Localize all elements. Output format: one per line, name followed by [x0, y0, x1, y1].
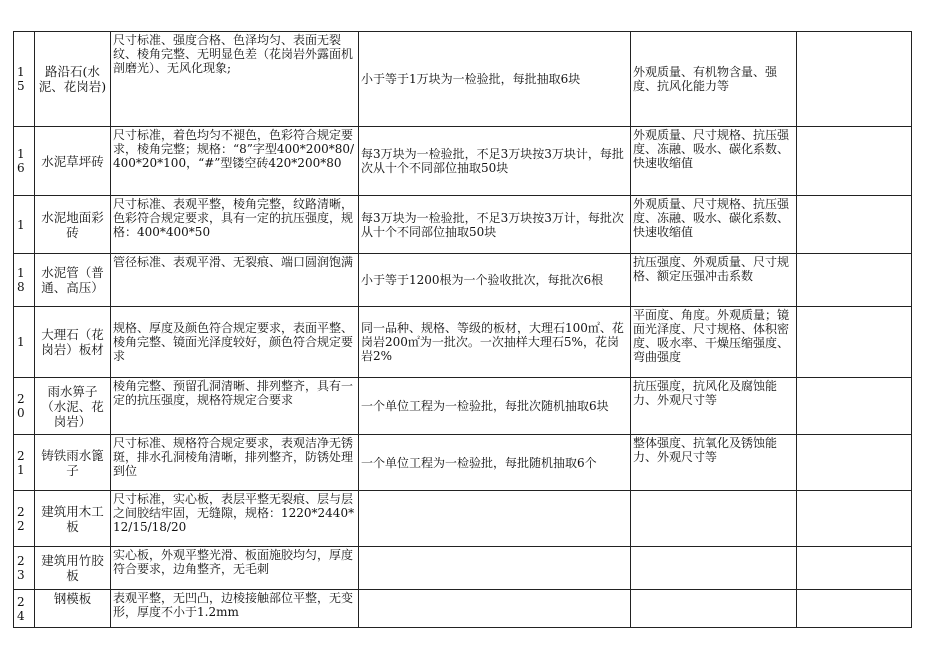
remark [797, 547, 912, 590]
row-number: 1 [14, 196, 35, 254]
table-row [14, 590, 912, 628]
material-name: 雨水箅子（水泥、花岗岩） [35, 378, 111, 435]
material-name: 建筑用木工板 [35, 491, 111, 547]
test-items [631, 491, 797, 547]
material-name: 建筑用竹胶板 [35, 547, 111, 590]
sampling-rule: 一个单位工程为一检验批，每批次随机抽取6块 [359, 378, 631, 435]
sampling-rule [359, 491, 631, 547]
table-row [14, 547, 912, 590]
row-number: 20 [14, 378, 35, 435]
quality-requirements: 尺寸标准、表观平整，棱角完整，纹路清晰，色彩符合规定要求，具有一定的抗压强度，规格：400*400*50 [111, 196, 359, 254]
remark [797, 127, 912, 196]
quality-requirements: 规格、厚度及颜色符合规定要求，表面平整、棱角完整、镜面光泽度较好，颜色符合规定要求 [111, 307, 359, 378]
test-items: 整体强度、抗氧化及锈蚀能力、外观尺寸等 [631, 435, 797, 491]
material-name: 路沿石(水泥、花岗岩) [35, 32, 111, 127]
test-items: 外观质量、有机物含量、强度、抗风化能力等 [631, 32, 797, 127]
table-row [14, 32, 912, 127]
table-row [14, 127, 912, 196]
quality-requirements: 管径标准、表观平滑、无裂痕、端口圆润饱满 [111, 254, 359, 307]
test-items: 平面度、角度。外观质量；镜面光泽度、尺寸规格、体积密度、吸水率、干燥压缩强度、弯曲强度 [631, 307, 797, 378]
quality-requirements: 实心板，外观平整光滑、板面施胶均匀，厚度符合要求，边角整齐，无毛刺 [111, 547, 359, 590]
materials-table-body [14, 32, 912, 628]
remark [797, 435, 912, 491]
test-items [631, 547, 797, 590]
quality-requirements: 尺寸标准、规格符合规定要求，表观洁净无锈斑，排水孔洞棱角清晰，排列整齐，防锈处理到位 [111, 435, 359, 491]
row-number: 15 [14, 32, 35, 127]
remark [797, 491, 912, 547]
table-row [14, 196, 912, 254]
remark [797, 307, 912, 378]
sampling-rule [359, 590, 631, 628]
row-number: 21 [14, 435, 35, 491]
row-number: 23 [14, 547, 35, 590]
row-number: 16 [14, 127, 35, 196]
row-number: 22 [14, 491, 35, 547]
table-row [14, 254, 912, 307]
remark [797, 196, 912, 254]
quality-requirements: 棱角完整、预留孔洞清晰、排列整齐，具有一定的抗压强度，规格符规定合要求 [111, 378, 359, 435]
material-name: 铸铁雨水篦子 [35, 435, 111, 491]
sampling-rule: 同一品种、规格、等级的板材，大理石100㎡、花岗岩200㎡为一批次。一次抽样大理石5%，花岗岩2% [359, 307, 631, 378]
quality-requirements: 尺寸标准、强度合格、色泽均匀、表面无裂纹、棱角完整、无明显色差（花岗岩外露面机剖磨光）、无风化现象; [111, 32, 359, 127]
material-name: 水泥管（普通、高压） [35, 254, 111, 307]
material-name: 水泥草坪砖 [35, 127, 111, 196]
row-number: 1 [14, 307, 35, 378]
material-name: 水泥地面彩砖 [35, 196, 111, 254]
quality-requirements: 表观平整，无凹凸，边棱接触部位平整，无变形，厚度不小于1.2mm [111, 590, 359, 628]
table-row [14, 378, 912, 435]
sampling-rule: 小于等于1200根为一个验收批次，每批次6根 [359, 254, 631, 307]
table-row [14, 307, 912, 378]
sampling-rule: 每3万块为一检验批，不足3万块按3万计，每批次从十个不同部位抽取50块 [359, 196, 631, 254]
test-items: 外观质量、尺寸规格、抗压强度、冻融、吸水、碳化系数、快速收缩值 [631, 196, 797, 254]
sampling-rule: 小于等于1万块为一检验批，每批抽取6块 [359, 32, 631, 127]
table-row [14, 435, 912, 491]
row-number: 24 [14, 590, 35, 628]
material-name: 大理石（花岗岩）板材 [35, 307, 111, 378]
remark [797, 590, 912, 628]
material-name: 钢模板 [35, 590, 111, 628]
remark [797, 254, 912, 307]
materials-table [13, 31, 912, 628]
quality-requirements: 尺寸标准，着色均匀不褪色，色彩符合规定要求，棱角完整；规格：“8”字型400*200*80/400*20*100，“#”型镂空砖420*200*80 [111, 127, 359, 196]
table-row [14, 491, 912, 547]
sampling-rule: 每3万块为一检验批，不足3万块按3万块计，每批次从十个不同部位抽取50块 [359, 127, 631, 196]
sampling-rule: 一个单位工程为一检验批，每批随机抽取6个 [359, 435, 631, 491]
quality-requirements: 尺寸标准，实心板，表层平整无裂痕、层与层之间胶结牢固，无缝隙，规格：1220*2440*12/15/18/20 [111, 491, 359, 547]
test-items: 抗压强度，抗风化及腐蚀能力、外观尺寸等 [631, 378, 797, 435]
test-items: 抗压强度、外观质量、尺寸规格、额定压强冲击系数 [631, 254, 797, 307]
test-items [631, 590, 797, 628]
row-number: 18 [14, 254, 35, 307]
sampling-rule [359, 547, 631, 590]
remark [797, 378, 912, 435]
remark [797, 32, 912, 127]
test-items: 外观质量、尺寸规格、抗压强度、冻融、吸水、碳化系数、快速收缩值 [631, 127, 797, 196]
